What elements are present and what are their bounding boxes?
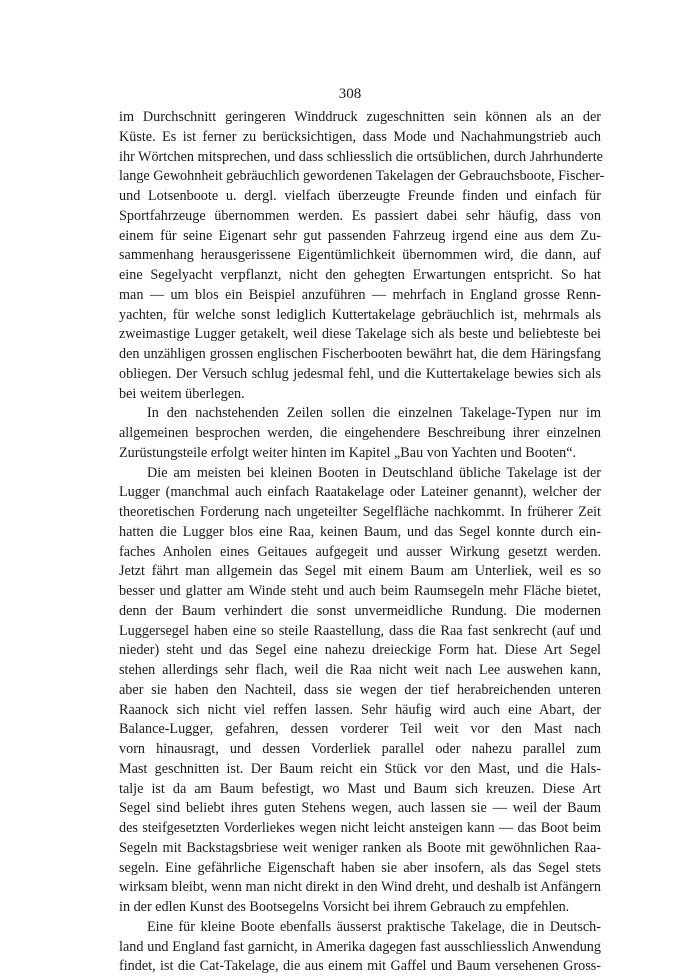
text-line: Lugger (manchmal auch einfach Raatakelage oder Lateiner genannt), welcher der — [119, 484, 601, 501]
text-line: hatten die Lugger blos eine Raa, keinen Baum, und das Segel konnte durch ein- — [119, 523, 601, 540]
page-number: 308 — [338, 86, 362, 102]
text-line: Jetzt fährt man allgemein das Segel mit einem Baum am Unterliek, weil es so — [119, 563, 601, 580]
text-line: Luggersegel haben eine so steile Raastellung, dass die Raa fast senkrecht (auf und — [119, 622, 601, 639]
text-line: Segeln mit Backstagsbriese weit weniger ranken als Boote mit gewöhnlichen Raa- — [119, 839, 601, 856]
text-line: den unzähligen grossen englischen Fischerbooten bewährt hat, die dem Häringsfang — [119, 346, 601, 362]
text-line: talje ist da am Baum befestigt, wo Mast und Baum sich kreuzen. Diese Art — [119, 780, 601, 797]
text-line: Eine für kleine Boote ebenfalls äusserst praktische Takelage, die in Deutsch- — [147, 918, 601, 935]
text-line: nieder) steht und das Segel eine nahezu dreieckige Form hat. Diese Art Segel — [119, 642, 601, 659]
paragraph — [119, 404, 601, 463]
text-line: land und England fast garnicht, in Amerika dagegen fast ausschliesslich Anwendung — [119, 938, 601, 955]
text-line: man — um blos ein Beispiel anzuführen — mehrfach in England grosse Renn- — [119, 286, 601, 303]
text-line: vorn hinausragt, und dessen Vorderliek parallel oder nahezu parallel zum — [119, 741, 601, 757]
body-text — [119, 108, 605, 977]
text-line: yachten, für welche sonst lediglich Kuttertakelage gebräuchlich ist, mehrmals als — [119, 306, 601, 323]
text-line: allgemeinen besprochen werden, die eingehendere Beschreibung ihrer einzelnen — [119, 425, 601, 441]
text-line: lange Gewohnheit gebräuchlich gewordenen Takelagen der Gebrauchsboote, Fischer- — [119, 168, 605, 185]
text-line: obliegen. Der Versuch schlug jedesmal fehl, und die Kuttertakelage bewies sich als — [119, 365, 601, 382]
text-line: aber sie haben den Nachteil, dass sie wegen der tief herabreichenden unteren — [119, 681, 601, 698]
text-line: im Durchschnitt geringeren Winddruck zugeschnitten sein können als an der — [119, 109, 601, 125]
text-line: theoretischen Forderung nach ungeteilter Segelfläche nachkommt. In früherer Zeit — [119, 504, 601, 520]
paragraph — [119, 918, 601, 977]
text-line: Sportfahrzeuge übernommen werden. Es passiert dabei sehr häufig, dass von — [119, 207, 601, 224]
text-line: Küste. Es ist ferner zu berücksichtigen, dass Mode und Nachahmungstrieb auch — [119, 128, 601, 145]
text-line: des steifgesetzten Vorderliekes wegen nicht leicht ansteigen kann — das Boot beim — [119, 820, 601, 836]
text-line: Mast geschnitten ist. Der Baum reicht ein Stück vor den Mast, und die Hals- — [119, 760, 601, 777]
text-line: Balance-Lugger, gefahren, dessen vorderer Teil weit vor den Mast nach — [119, 721, 601, 738]
text-line: Raanock sich nicht viel reffen lassen. Sehr häufig wird auch eine Abart, der — [119, 701, 601, 718]
text-line: Zurüstungsteile erfolgt weiter hinten im Kapitel „Bau von Yachten und Booten“. — [119, 444, 577, 461]
text-line: wirksam bleibt, wenn man nicht direkt in den Wind dreht, und deshalb ist Anfängern — [119, 879, 601, 896]
text-line: denn der Baum verhindert die sonst unvermeidliche Rundung. Die modernen — [119, 602, 601, 619]
text-line: faches Anholen eines Geitaues aufgegeit und ausser Wirkung gesetzt werden. — [119, 543, 601, 560]
text-line: sammenhang herausgerissene Eigentümlichkeit übernommen wird, die dann, auf — [119, 247, 601, 264]
text-line: In den nachstehenden Zeilen sollen die einzelnen Takelage-Typen nur im — [147, 405, 601, 422]
text-line: bei weitem überlegen. — [119, 385, 245, 402]
text-line: zweimastige Lugger getakelt, weil diese Takelage sich als beste und beliebteste bei — [119, 326, 601, 343]
text-line: und Lotsenboote u. dergl. vielfach überzeugte Freunde finden und einfach für — [119, 188, 601, 204]
text-line: besser und glatter am Winde steht und auch beim Raumsegeln mehr Fläche bietet, — [119, 583, 601, 599]
text-line: Die am meisten bei kleinen Booten in Deutschland übliche Takelage ist der — [147, 464, 601, 481]
text-line: stehen allerdings sehr flach, weil die Raa nicht weit nach Lee auswehen kann, — [119, 662, 601, 678]
paragraph — [119, 108, 605, 404]
text-line: einem für seine Eigenart sehr gut passenden Fahrzeug irgend eine aus dem Zu- — [119, 227, 601, 244]
text-line: Segel sind beliebt ihres guten Stehens wegen, auch lassen sie — weil der Baum — [119, 800, 601, 817]
paragraph — [119, 464, 601, 918]
text-line: in der edlen Kunst des Bootsegelns Vorsicht bei ihrem Gebrauch zu empfehlen. — [119, 899, 570, 915]
text-line: eine Segelyacht verpflanzt, nicht den gehegten Erwartungen entspricht. So hat — [119, 267, 601, 283]
text-line: ihr Wörtchen mitsprechen, und dass schliesslich die ortsüblichen, durch Jahrhunderte — [119, 148, 603, 165]
text-line: segeln. Eine gefährliche Eigenschaft haben sie aber insofern, als das Segel stets — [119, 859, 601, 876]
text-line: findet, ist die Cat-Takelage, die aus einem mit Gaffel und Baum versehenen Gross- — [119, 958, 601, 975]
